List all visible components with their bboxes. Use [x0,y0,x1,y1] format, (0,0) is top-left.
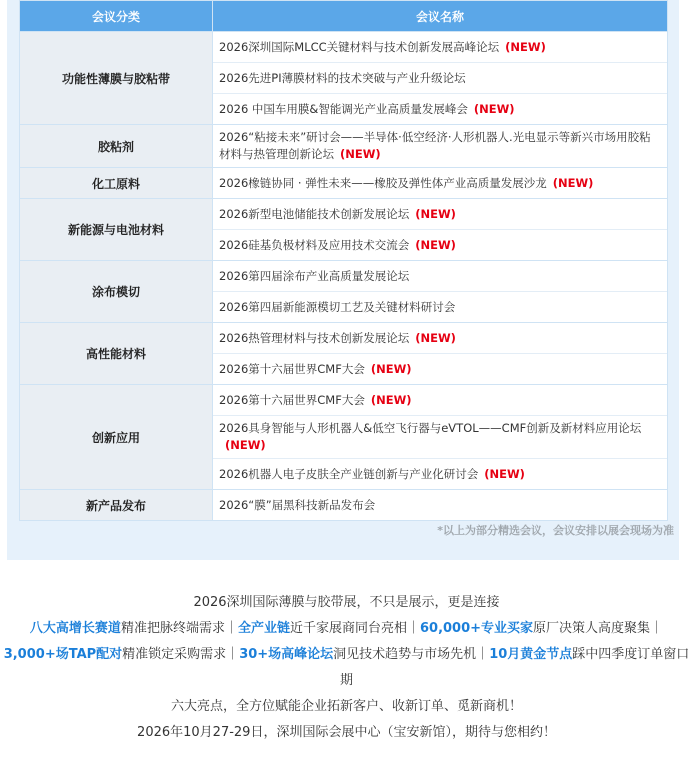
conference-item [213,416,667,459]
conference-title: 2026热管理材料与技术创新发展论坛 [219,330,410,345]
highlight-tap: 3,000+场TAP配对 [3,647,123,662]
intro-line-4: 2026年10月27-29日，深圳国际会展中心（宝安新馆），期待与您相约！ [137,725,556,740]
conference-names-cell [213,168,668,199]
conference-item-content [219,268,409,285]
category-cell: 胶粘剂 [20,125,213,168]
category-cell: 创新应用 [20,385,213,490]
new-badge: (NEW) [484,466,525,481]
table-row [20,125,668,168]
conference-title: 2026第四届新能源模切工艺及关键材料研讨会 [219,299,456,314]
conference-item [213,261,667,292]
new-badge: (NEW) [473,101,515,116]
category-cell: 新能源与电池材料 [20,199,213,261]
highlight-buyers-desc: 原厂决策人高度聚集｜ [533,621,664,636]
table-row [20,261,668,323]
conference-names-cell [213,125,668,168]
conference-item [213,32,667,63]
conference-names-cell [213,323,668,385]
conference-item-content [219,206,456,223]
conference-item-content [219,237,456,254]
new-badge: (NEW) [415,237,456,252]
intro-line-1: 2026深圳国际薄膜与胶带展，不只是展示，更是连接 [193,595,500,610]
conference-item-content [219,175,593,192]
table-row [20,490,668,521]
new-badge: (NEW) [552,175,594,190]
conference-title: 2026“膜”届黑科技新品发布会 [219,497,376,512]
conference-title: 2026具身智能与人形机器人&低空飞行器与eVTOL——CMF创新及新材料应用论坛 [219,421,642,435]
conference-title: 2026 中国车用膜&智能调光产业高质量发展峰会 [219,101,468,116]
conference-item-content [219,299,455,316]
conference-item-content [219,361,412,378]
conference-item-content [219,101,515,118]
new-badge: (NEW) [505,39,546,54]
conference-item-content [219,392,412,409]
conference-names-cell [213,261,668,323]
conference-item-content [219,39,546,56]
conference-item-content [219,129,659,163]
category-cell: 涂布模切 [20,261,213,323]
category-cell: 高性能材料 [20,323,213,385]
highlight-tracks-desc: 精准把脉终端需求｜ [120,621,238,636]
conference-item [213,125,667,167]
conference-item-content [219,466,525,483]
highlight-forums: 30+场高峰论坛 [239,647,334,662]
conference-names-cell [213,490,668,521]
new-badge: (NEW) [340,147,381,161]
table-footnote: *以上为部分精选会议，会议安排以展会现场为准 [437,524,674,537]
conference-item [213,168,667,198]
new-badge: (NEW) [415,206,456,221]
intro-text [0,590,693,746]
new-badge: (NEW) [370,392,412,407]
header-name: 会议名称 [213,1,668,32]
highlight-buyers: 60,000+专业买家 [419,621,534,636]
table-header-row [20,1,668,32]
highlight-october: 10月黄金节点 [489,647,573,662]
category-cell: 化工原料 [20,168,213,199]
conference-item-content [219,497,375,514]
conference-item-content [219,330,456,347]
conference-names-cell [213,32,668,125]
highlight-chain: 全产业链 [237,621,290,636]
highlight-forums-desc: 洞见技术趋势与市场先机｜ [333,647,490,662]
conference-title: 2026“粘接未来”研讨会——半导体·低空经济·人形机器人.光电显示等新兴市场用胶粘材料与热管理创新论坛 [219,130,651,161]
conference-item-content [219,420,659,454]
conference-item-content [219,70,466,87]
table-row [20,385,668,490]
conference-item [213,490,667,520]
table-row [20,168,668,199]
conference-names-cell [213,385,668,490]
conference-item [213,199,667,230]
table-row [20,32,668,125]
new-badge: (NEW) [225,438,266,452]
conference-item [213,459,667,489]
header-category: 会议分类 [20,1,213,32]
conference-title: 2026第十六届世界CMF大会 [219,392,365,407]
highlight-october-desc: 踩中四季度订单窗口期 [339,647,690,688]
conference-item [213,354,667,384]
conference-title: 2026机器人电子皮肤全产业链创新与产业化研讨会 [219,466,479,481]
conference-title: 2026第十六届世界CMF大会 [219,361,365,376]
highlight-tap-desc: 精准锁定采购需求｜ [122,647,240,662]
conference-item [213,230,667,260]
intro-highlights [0,616,693,694]
conference-title: 2026硅基负极材料及应用技术交流会 [219,237,410,252]
conference-names-cell [213,199,668,261]
conference-title: 2026第四届涂布产业高质量发展论坛 [219,268,410,283]
conference-title: 2026先进PI薄膜材料的技术突破与产业升级论坛 [219,70,466,85]
new-badge: (NEW) [370,361,412,376]
table-row [20,199,668,261]
category-cell: 功能性薄膜与胶粘带 [20,32,213,125]
intro-line-3: 六大亮点，全方位赋能企业拓新客户、收新订单、觅新商机！ [170,699,522,714]
table-row [20,323,668,385]
conference-title: 2026深圳国际MLCC关键材料与技术创新发展高峰论坛 [219,39,500,54]
conference-table [19,0,668,521]
new-badge: (NEW) [415,330,456,345]
conference-title: 2026橡链协同 · 弹性未来——橡胶及弹性体产业高质量发展沙龙 [219,175,547,190]
conference-item [213,323,667,354]
highlight-chain-desc: 近千家展商同台亮相｜ [289,621,420,636]
highlight-tracks: 八大高增长赛道 [29,621,121,636]
category-cell: 新产品发布 [20,490,213,521]
conference-item [213,94,667,124]
conference-item [213,292,667,322]
conference-item [213,63,667,94]
conference-item [213,385,667,416]
conference-title: 2026新型电池储能技术创新发展论坛 [219,206,410,221]
